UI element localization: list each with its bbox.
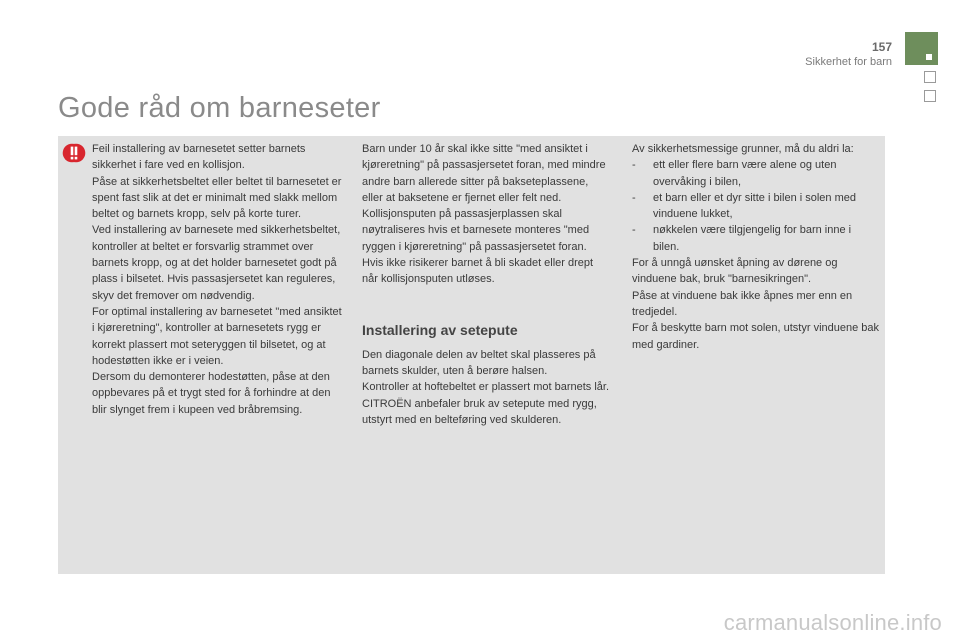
paragraph: For å unngå uønsket åpning av dørene og vinduene bak, bruk "barnesikringen". — [632, 257, 838, 286]
watermark: carmanualsonline.info — [723, 610, 942, 635]
paragraph: Barn under 10 år skal ikke sitte "med ansiktet i kjøreretning" på passasjersetet foran, med mindre andre barn allerede sitter på bakseteplassene, eller at baksetene er fjernet eller felt ned. — [362, 143, 606, 204]
paragraph-intro: Av sikkerhetsmessige grunner, må du aldri la: — [632, 143, 854, 155]
sub-heading-booster-seat: Installering av setepute — [362, 321, 518, 338]
paragraph: Påse at sikkerhetsbeltet eller beltet til barnesetet er spent fast slik at det er minimalt med slakk mellom beltet og barnets kropp, selv på korte turer. — [92, 175, 342, 221]
column-safety-warnings — [92, 141, 346, 418]
paragraph: Påse at vinduene bak ikke åpnes mer enn en tredjedel. — [632, 289, 853, 318]
paragraph: Ved installering av barnesete med sikkerhetsbeltet, kontroller at beltet er forsvarlig strammet over barnets kropp, og at det holder barnesetet godt på plass i bilsetet. Hvis passasjersetet kan reguleres, skyv det fremover om nødvendig. — [92, 224, 341, 302]
section-name: Sikkerhet for barn — [805, 56, 892, 68]
paragraph: Hvis ikke risikerer barnet å bli skadet eller drept når kollisjonsputen utløses. — [362, 257, 594, 286]
paragraph: Den diagonale delen av beltet skal plasseres på barnets skulder, uten å berøre halsen. — [362, 348, 596, 377]
paragraph: Kontroller at hoftebeltet er plassert mot barnets lår. — [362, 381, 610, 394]
tab-marker-dot — [926, 54, 932, 60]
list-item — [632, 190, 880, 223]
section-tab-box-2 — [924, 90, 936, 102]
section-tab-box-1 — [924, 71, 936, 83]
paragraph: For å beskytte barn mot solen, utstyr vinduene bak med gardiner. — [632, 322, 880, 351]
list-item-text: ett eller flere barn være alene og uten overvåking i bilen, — [653, 159, 837, 188]
list-item-text: et barn eller et dyr sitte i bilen i solen med vinduene lukket, — [653, 191, 856, 221]
paragraph: Feil installering av barnesetet setter barnets sikkerhet i fare ved en kollisjon. — [92, 143, 306, 172]
list-dash: - — [632, 224, 636, 237]
paragraph: Dersom du demonterer hodestøtten, påse at den oppbevares på et trygt sted for å forhindre at den blir slynget frem i kupeen ved bråbremsing. — [92, 371, 331, 416]
list-dash: - — [632, 191, 636, 204]
list-item-text: nøkkelen være tilgjengelig for barn inne i bilen. — [653, 224, 852, 253]
page-title: Gode råd om barneseter — [58, 92, 381, 124]
section-tab-marker — [905, 32, 938, 65]
column-never-leave — [632, 141, 880, 353]
paragraph: CITROËN anbefaler bruk av setepute med rygg, utstyrt med en belteføring ved skulderen. — [362, 397, 597, 426]
list-dash: - — [632, 159, 636, 172]
list-item — [632, 222, 880, 255]
column-front-seat-and-booster — [362, 141, 612, 428]
paragraph: For optimal installering av barnesetet "med ansiktet i kjøreretning", kontroller at barnesetets rygg er korrekt plassert mot seteryggen til bilsetet, og at hodestøtten ikke er i veien. — [92, 305, 342, 367]
paragraph: Kollisjonsputen på passasjerplassen skal nøytraliseres hvis et barnesete monteres "med ryggen i kjøreretning" på passasjersetet foran. — [362, 208, 590, 253]
list-item — [632, 157, 880, 190]
warning-icon — [62, 143, 86, 163]
page-number: 157 — [871, 40, 892, 54]
